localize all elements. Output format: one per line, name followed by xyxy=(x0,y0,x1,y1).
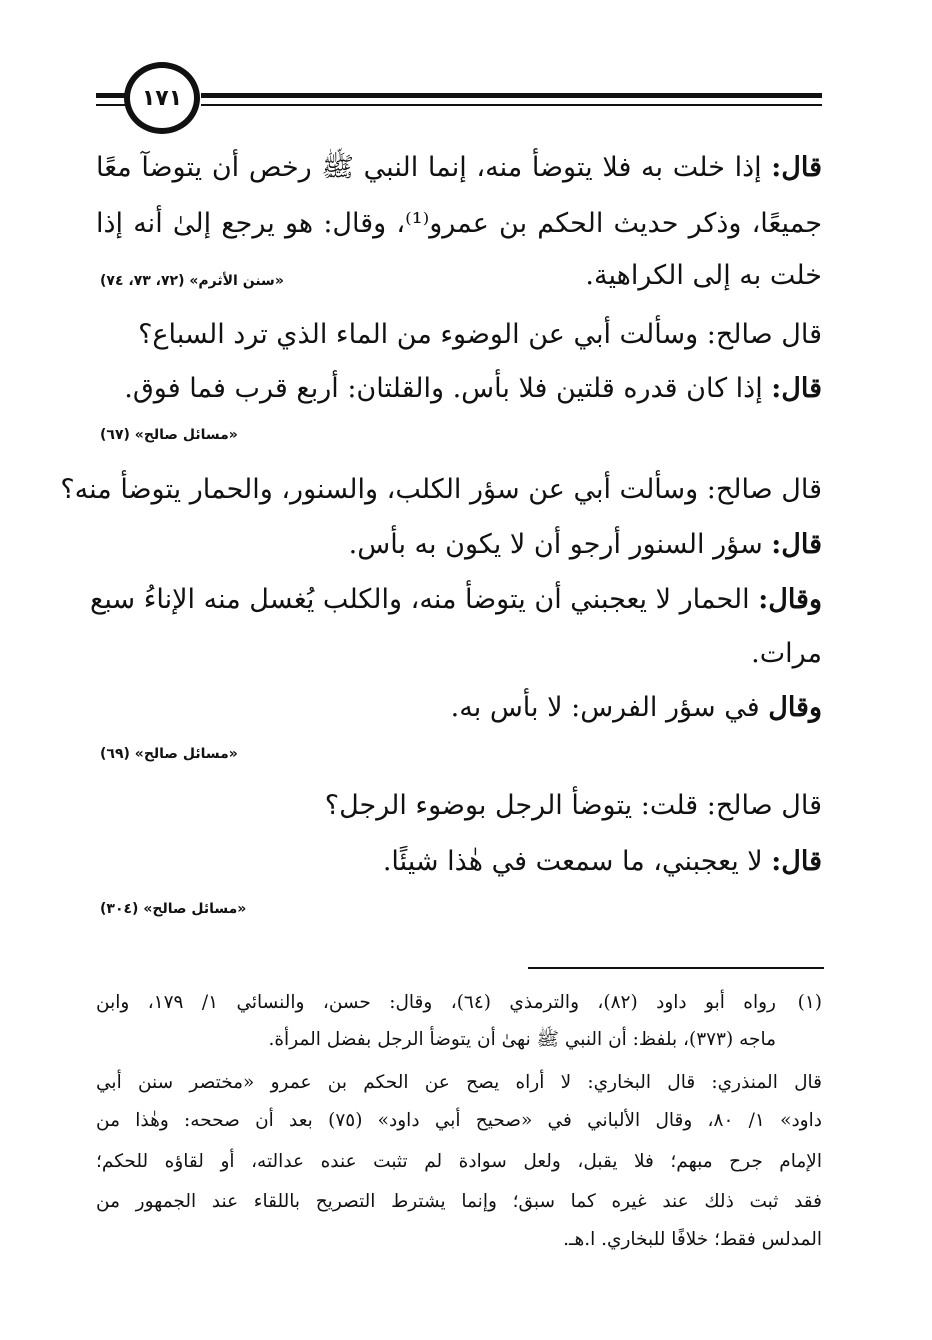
book-page: ١٧١ قال: إذا خلت به فلا يتوضأ منه، إنما النبي ﷺ رخص أن يتوضآ معًا جميعًا، وذكر حديث الحكم بن عمرو⁽¹⁾، وقال: هو يرجع إلىٰ أنه إذا خلت به إلى الكراهية. «سنن الأثرم» (٧٢، ٧٣، ٧٤) قال صالح: وسألت أبي عن الوضوء من الماء الذي ترد السباع؟ قال: إذا كان قدره قلتين فلا بأس. والقلتان: أربع قرب فما فوق. «مسائل صالح» (٦٧) قال صالح: وسألت أبي عن سؤر الكلب، والسنور، والحمار يتوضأ منه؟ قال: سؤر السنور أرجو أن لا يكون به بأس. وقال: الحمار لا يعجبني أن يتوضأ منه، والكلب يُغسل منه الإناءُ سبع مرات. وقال في سؤر الفرس: لا بأس به. «مسائل صالح» (٦٩) قال صالح: قلت: يتوضأ الرجل بوضوء الرجل؟ قال: لا يعجبني، ما سمعت في هٰذا شيئًا. «مسائل صالح» (٣٠٤) (١) رواه أبو داود (٨٢)، والترمذي (٦٤)، وقال: حسن، والنسائي ١/ ١٧٩، وابن ماجه (٣٧٣)، بلفظ: أن النبي ﷺ نهىٰ أن يتوضأ الرجل بفضل المرأة. قال المنذري: قال البخاري: لا أراه يصح عن الحكم بن عمرو «مختصر سنن أبي داود» ١/ ٨٠، وقال الألباني في «صحيح أبي داود» (٧٥) بعد أن صححه: وهٰذا من الإمام جرح مبهم؛ فلا يقبل، ولعل سوادة لم تثبت عنده عدالته، أو لقاؤه للحكم؛ فقد ثبت ذلك عند غيره كما سبق؛ وإنما يشترط التصريح باللقاء عند الجمهور من المدلس فقط؛ خلافًا للبخاري. ا.هـ. xyxy=(0,0,932,1340)
page-header xyxy=(96,62,822,138)
citation: «مسائل صالح» (٦٧) xyxy=(100,427,238,443)
text-line: قال: إذا خلت به فلا يتوضأ منه، إنما النبي ﷺ رخص أن يتوضآ معًا xyxy=(96,152,822,183)
citation: «مسائل صالح» (٦٩) xyxy=(100,746,238,762)
header-rule-thick xyxy=(201,93,822,98)
citation: «سنن الأثرم» (٧٢، ٧٣، ٧٤) xyxy=(100,273,284,289)
footnote-separator xyxy=(528,967,824,969)
header-rule-thin xyxy=(201,104,822,106)
answer-line: قال: لا يعجبني، ما سمعت في هٰذا شيئًا. xyxy=(382,846,822,877)
header-rule-left-thin xyxy=(96,104,126,106)
question-line: قال صالح: قلت: يتوضأ الرجل بوضوء الرجل؟ xyxy=(324,790,822,821)
citation: «مسائل صالح» (٣٠٤) xyxy=(100,901,247,917)
answer-line: مرات. xyxy=(751,638,822,669)
answer-line: وقال في سؤر الفرس: لا بأس به. xyxy=(450,692,822,723)
question-line: قال صالح: وسألت أبي عن سؤر الكلب، والسنور، والحمار يتوضأ منه؟ xyxy=(60,474,822,505)
question-line: قال صالح: وسألت أبي عن الوضوء من الماء الذي ترد السباع؟ xyxy=(138,319,822,350)
text-line: جميعًا، وذكر حديث الحكم بن عمرو⁽¹⁾، وقال: هو يرجع إلىٰ أنه إذا xyxy=(96,208,823,239)
text-line: خلت به إلى الكراهية. xyxy=(585,260,822,291)
page-number: ١٧١ xyxy=(124,62,200,134)
footnote-marker: (١) xyxy=(797,992,822,1013)
header-rule-left-thick xyxy=(96,93,126,98)
answer-line: قال: إذا كان قدره قلتين فلا بأس. والقلتان: أربع قرب فما فوق. xyxy=(124,373,822,404)
answer-line: قال: سؤر السنور أرجو أن لا يكون به بأس. xyxy=(348,529,822,560)
answer-line: وقال: الحمار لا يعجبني أن يتوضأ منه، والكلب يُغسل منه الإناءُ سبع xyxy=(89,584,822,615)
